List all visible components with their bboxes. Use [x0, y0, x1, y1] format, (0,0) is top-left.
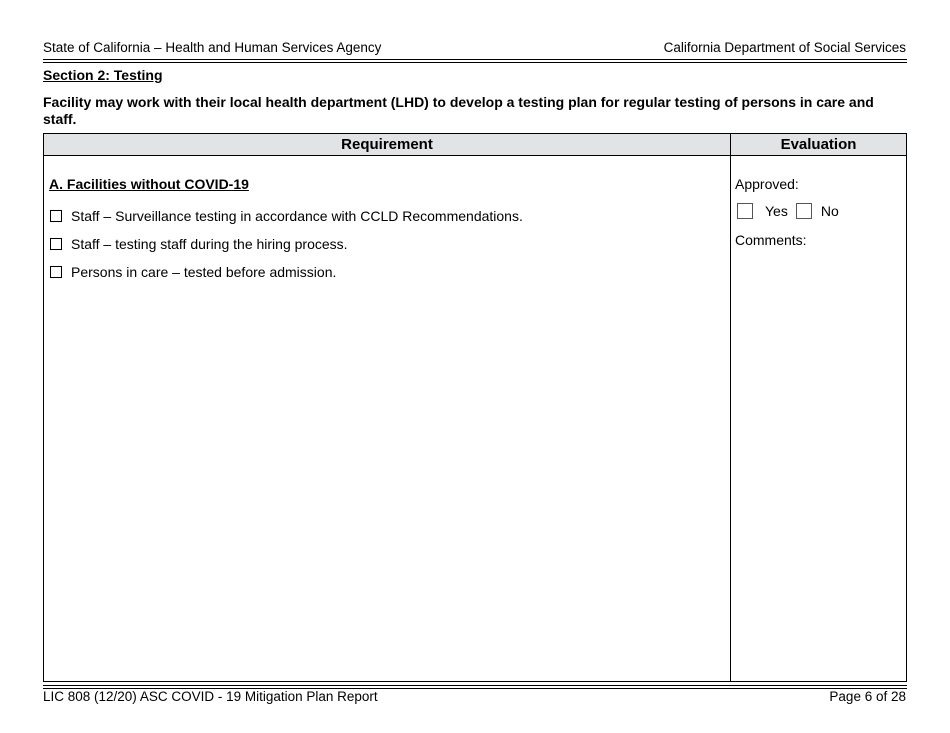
requirement-checkbox[interactable]: [50, 238, 62, 250]
header-department: California Department of Social Services: [663, 40, 906, 55]
section-title: Section 2: Testing: [43, 67, 163, 83]
footer-divider: [43, 685, 907, 686]
approval-options: [737, 203, 839, 219]
requirement-item-label: Staff – Surveillance testing in accordance with CCLD Recommendations.: [71, 208, 523, 224]
column-header-requirement: Requirement: [44, 134, 731, 156]
comments-label: Comments:: [735, 232, 807, 248]
requirement-checkbox[interactable]: [50, 210, 62, 222]
footer-form-id: LIC 808 (12/20) ASC COVID - 19 Mitigation Plan Report: [43, 689, 378, 704]
requirement-item-label: Persons in care – tested before admission.: [71, 264, 337, 280]
column-divider: [730, 155, 731, 681]
requirements-table: [43, 133, 907, 682]
requirement-item-admission: [50, 264, 336, 280]
approved-label: Approved:: [735, 176, 799, 192]
column-header-evaluation: Evaluation: [731, 134, 906, 156]
header-divider-secondary: [43, 62, 907, 63]
requirement-item-label: Staff – testing staff during the hiring process.: [71, 236, 348, 252]
header-divider: [43, 59, 907, 60]
yes-checkbox[interactable]: [737, 203, 753, 219]
requirement-checkbox[interactable]: [50, 266, 62, 278]
section-intro: Facility may work with their local health department (LHD) to develop a testing plan for regular testing of persons in care and staff.: [43, 94, 874, 127]
page-number: Page 6 of 28: [829, 689, 906, 704]
no-checkbox[interactable]: [796, 203, 812, 219]
requirement-item-hiring: [50, 236, 348, 252]
subsection-heading: A. Facilities without COVID-19: [49, 176, 249, 192]
requirement-item-surveillance: [50, 208, 523, 224]
yes-label: Yes: [765, 203, 788, 219]
no-label: No: [820, 203, 839, 219]
header-agency: State of California – Health and Human Services Agency: [43, 40, 382, 55]
